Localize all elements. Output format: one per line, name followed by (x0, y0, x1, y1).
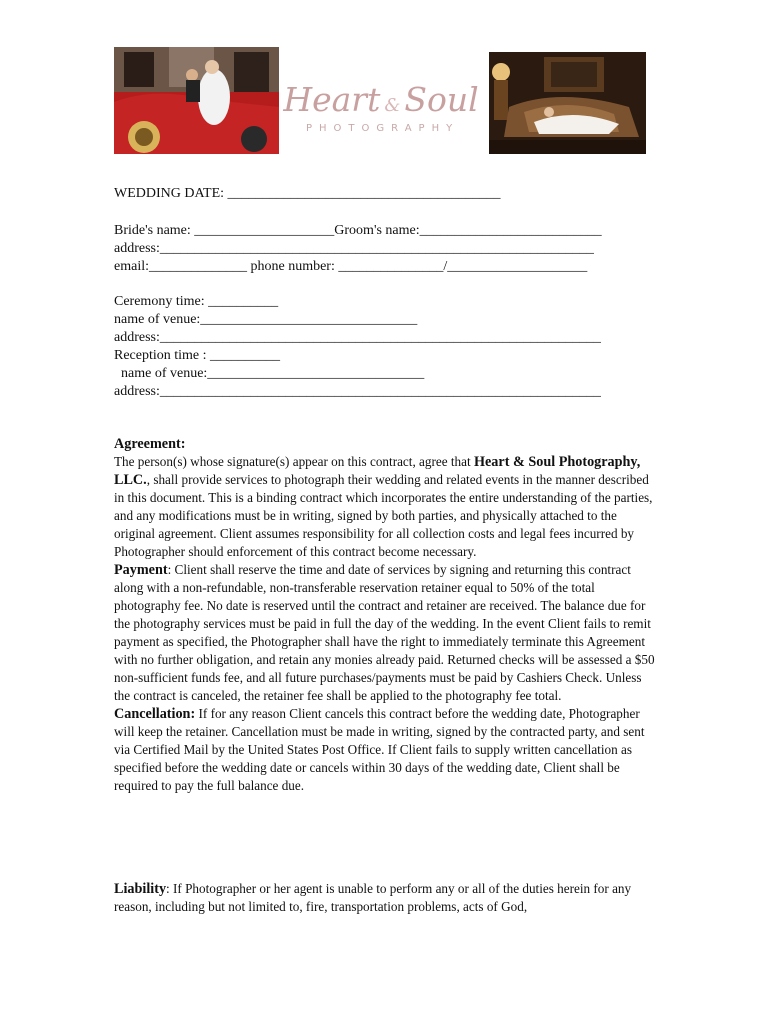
ceremony-address-field: address:_______________________________________________________________ (114, 330, 601, 345)
cancellation-paragraph: Cancellation: If for any reason Client cancels this contract before the wedding date, Photographer will keep the retainer. Cancellation must be made in writing, signed by the contracted party, and sent via Certified Mail by the United States Post Office. If Client fails to supply written cancellation as specified before the wedding date or cancels within 30 days of the wedding date, Client shall be required to pay the full balance due. (114, 706, 645, 793)
liability-paragraph: Liability: If Photographer or her agent is unable to perform any or all of the duties herein for any reason, including but not limited to, fire, transportation problems, acts of God, (114, 881, 632, 914)
ceremony-time-field: Ceremony time: __________ (114, 294, 279, 309)
payment-paragraph: Payment: Client shall reserve the time and date of services by signing and returning this contract along with a non-refundable, non-transferable reservation retainer equal to 50% of the total photography fee. No date is reserved until the contract and retainer are received. The balance due for the photography services must be paid in full the day of the wedding. In the event Client fails to remit payment as specified, the Photographer shall have the right to immediately terminate this Agreement with no further obligation, and retain any monies already paid. Returned checks will be assessed a $50 non-sufficient funds fee, and all future purchases/payments must be paid by Cashiers Check. Unless the contract is canceled, the retainer fee shall be applied to the photography fee total. (114, 562, 655, 703)
wedding-car-photo (114, 47, 279, 154)
reception-time-field: Reception time : __________ (114, 348, 281, 363)
wedding-date-field: WEDDING DATE: _______________________________________ (114, 186, 501, 201)
reception-address-field: address:_______________________________________________________________ (114, 384, 601, 399)
names-field: Bride's name: ____________________Groom's name:__________________________ (114, 223, 602, 238)
address-field: address:______________________________________________________________ (114, 241, 594, 256)
contact-field: email:______________ phone number: _______________/____________________ (114, 259, 588, 274)
reception-venue-field: name of venue:_______________________________ (114, 366, 425, 381)
agreement-paragraph: The person(s) whose signature(s) appear on this contract, agree that Heart & Soul Photography, LLC., shall provide services to photograph their wedding and related events in the manner described in this document. This is a binding contract which incorporates the entire understanding of the parties, and any modifications must be in writing, signed by both parties, and physically attached to the original agreement. Client assumes responsibility for all collection costs and legal fees incurred by Photographer should enforcement of this contract become necessary. (114, 454, 653, 559)
ceremony-venue-field: name of venue:_______________________________ (114, 312, 418, 327)
company-logo: Heart & Soul PHOTOGRAPHY (283, 80, 479, 134)
liability-section (114, 880, 659, 916)
bride-on-sofa-photo (489, 52, 646, 154)
agreement-section (114, 435, 659, 795)
agreement-heading: Agreement: (114, 436, 186, 452)
